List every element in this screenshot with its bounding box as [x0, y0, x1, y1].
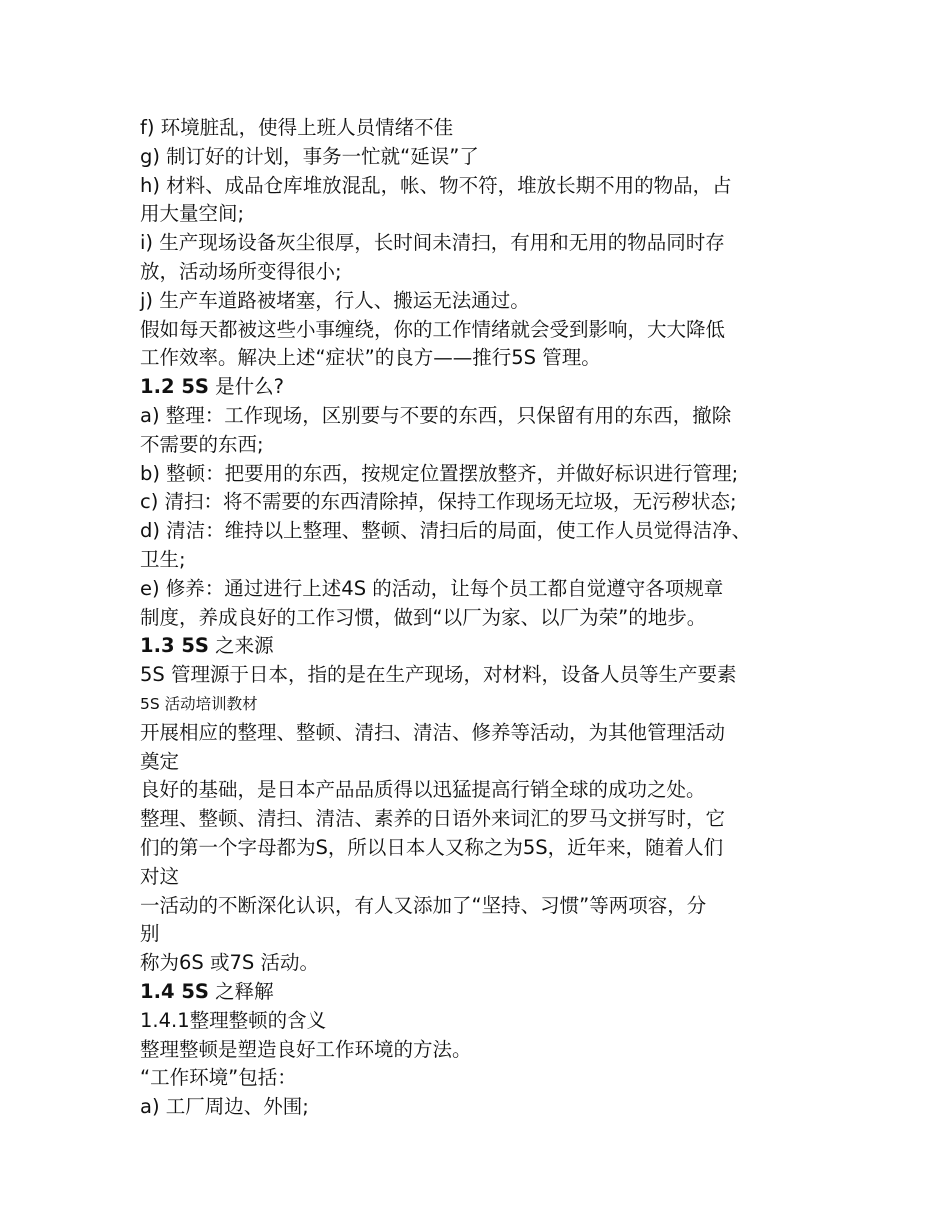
section-heading-1-4 [140, 978, 830, 1007]
section-heading-1-3 [140, 632, 830, 661]
heading-text: 是什么? [208, 375, 285, 399]
paragraph-line: 5S 管理源于日本，指的是在生产现场，对材料，设备人员等生产要素 [140, 663, 737, 687]
paragraph-line: 整理、整顿、清扫、清洁、素养的日语外来词汇的罗马文拼写时，它 [140, 807, 726, 831]
paragraph-line: 假如每天都被这些小事缠绕，你的工作情绪就会受到影响，大大降低 [140, 317, 726, 341]
paragraph-line: 开展相应的整理、整顿、清扫、清洁、修养等活动，为其他管理活动 [140, 720, 726, 744]
list-item-b: b) 整顿：把要用的东西，按规定位置摆放整齐，并做好标识进行管理; [140, 461, 739, 485]
list-item-i: i) 生产现场设备灰尘很厚，长时间未清扫，有用和无用的物品同时存 [140, 231, 725, 255]
list-item-a: a) 工厂周边、外围; [140, 1095, 309, 1119]
section-heading-1-2 [140, 373, 830, 402]
list-item-i-cont: 放，活动场所变得很小; [140, 259, 342, 283]
list-item-a-cont: 不需要的东西; [140, 432, 264, 456]
paragraph-line: 一活动的不断深化认识，有人又添加了“坚持、习惯”等两项容，分 [140, 893, 707, 917]
list-item-c: c) 清扫：将不需要的东西清除掉，保持工作现场无垃圾，无污秽状态; [140, 490, 737, 514]
paragraph-line: 工作效率。解决上述“症状”的良方——推行5S 管理。 [140, 346, 601, 370]
list-item-f: f) 环境脏乱，使得上班人员情绪不佳 [140, 116, 454, 139]
paragraph-line: 整理整顿是塑造良好工作环境的方法。 [140, 1037, 472, 1061]
heading-text: 之来源 [208, 634, 274, 658]
paragraph-line: 奠定 [140, 749, 180, 773]
list-item-e: e) 修养：通过进行上述4S 的活动，让每个员工都自觉遵守各项规章 [140, 576, 724, 600]
paragraph-line: 别 [140, 922, 160, 946]
list-item-g: g) 制订好的计划，事务一忙就“延误”了 [140, 144, 479, 168]
subsection-heading-1-4-1: 1.4.1整理整顿的含义 [140, 1008, 327, 1032]
list-item-e-cont: 制度，养成良好的工作习惯，做到“以厂为家、以厂为荣”的地步。 [140, 605, 707, 629]
list-item-h: h) 材料、成品仓库堆放混乱，帐、物不符，堆放长期不用的物品，占 [140, 173, 732, 197]
document-body [140, 114, 830, 1122]
list-item-d-cont: 卫生; [140, 547, 186, 571]
paragraph-line: 良好的基础，是日本产品品质得以迅猛提高行销全球的成功之处。 [140, 778, 706, 802]
list-item-h-cont: 用大量空间; [140, 202, 245, 226]
list-item-d: d) 清洁：维持以上整理、整顿、清扫后的局面，使工作人员觉得洁净、 [140, 519, 752, 543]
heading-number: 1.3 5S [140, 634, 209, 658]
heading-text: 之释解 [208, 979, 274, 1003]
heading-number: 1.2 5S [140, 375, 209, 399]
list-item-j: j) 生产车道路被堵塞，行人、搬运无法通过。 [140, 288, 530, 312]
running-header: 5S 活动培训教材 [140, 694, 258, 713]
list-item-a: a) 整理：工作现场，区别要与不要的东西，只保留有用的东西，撤除 [140, 403, 732, 427]
paragraph-line: 们的第一个字母都为S，所以日本人又称之为5S，近年来，随着人们 [140, 835, 724, 859]
paragraph-line: 称为6S 或7S 活动。 [140, 951, 319, 975]
heading-number: 1.4 5S [140, 979, 209, 1003]
paragraph-line: 对这 [140, 864, 180, 888]
paragraph-line: “工作环境”包括： [140, 1066, 297, 1090]
